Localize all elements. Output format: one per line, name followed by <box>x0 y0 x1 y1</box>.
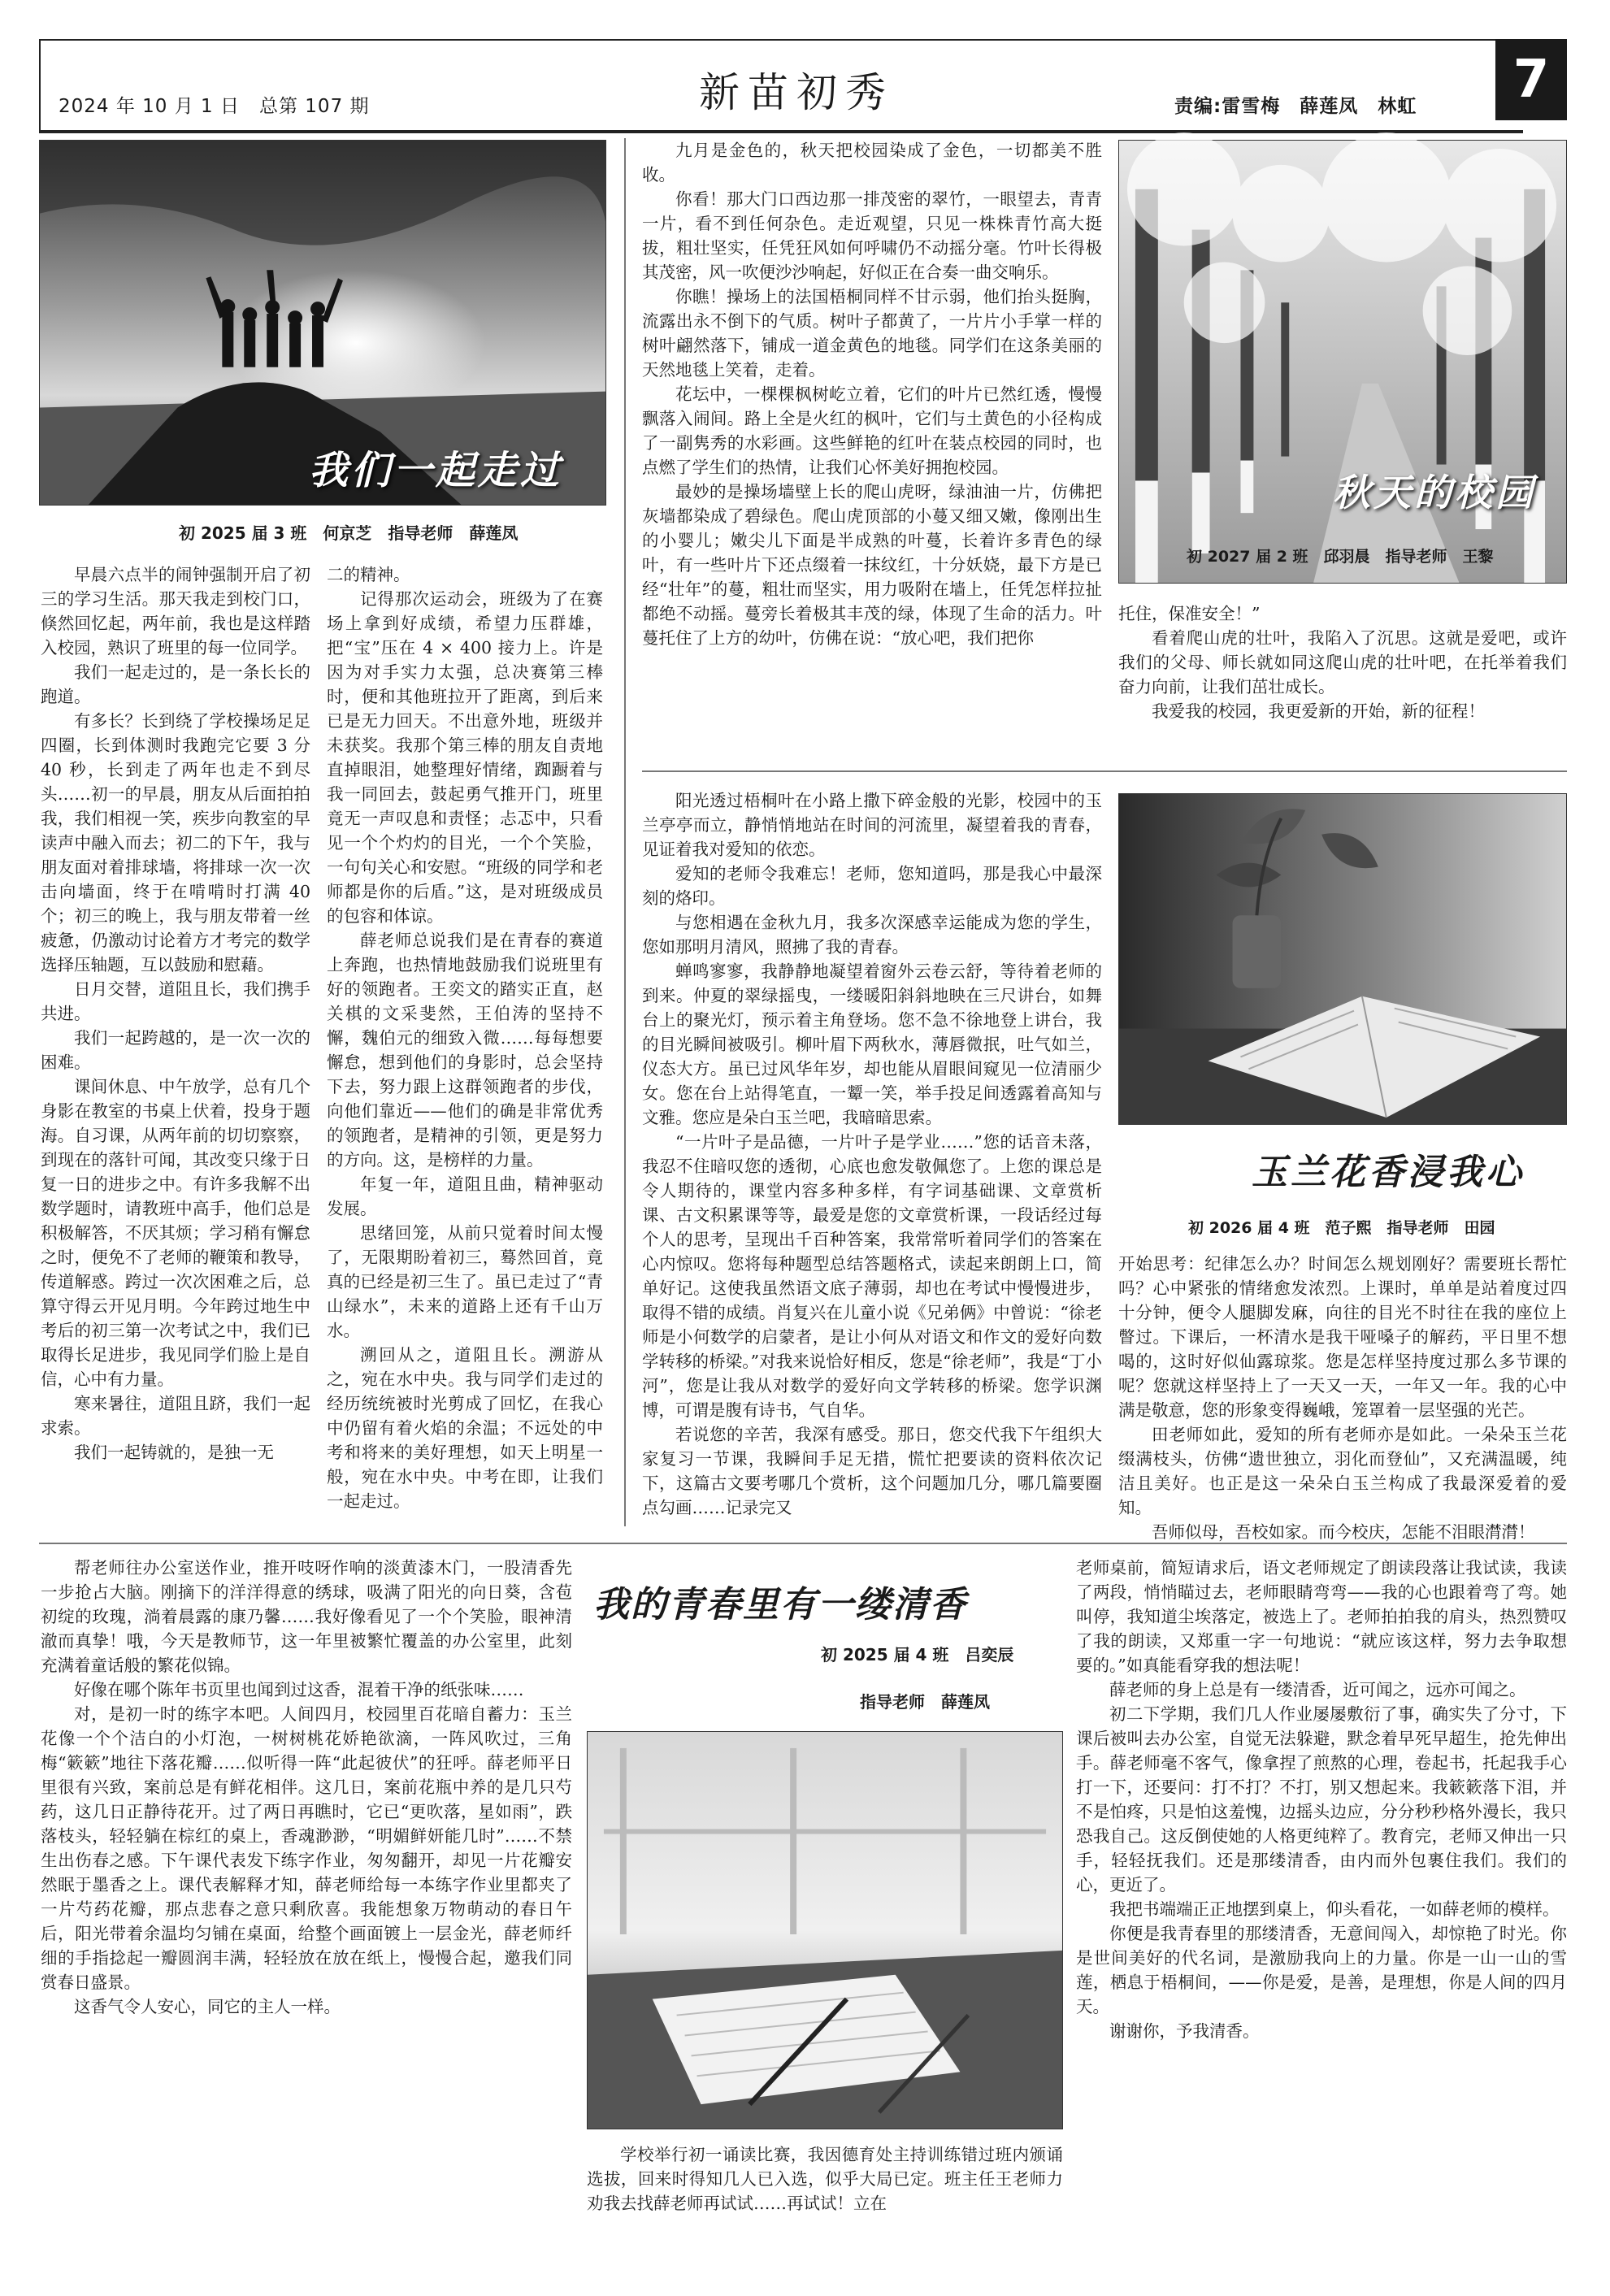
column-divider <box>624 138 626 1526</box>
article4-byline-author: 初 2025 届 4 班 吕奕辰 <box>821 1645 1014 1664</box>
article2-main-text <box>642 138 1102 749</box>
paragraph: 课间休息、中午放学，总有几个身影在教室的书桌上伏着，投身于题海。自习课，从两年前的切切察察，到现在的落针可闻，其改变只缘于日复一日的进步之中。有许多我解不出数学题时，请教班中高手，他们总是积极解答，不厌其烦；学习稍有懈怠之时，便免不了老师的鞭策和教导，传道解惑。跨过一次次困难之后，总算守得云开见月明。今年跨过地生中考后的初三第一次考试之中，我们已取得长足进步，我见同学们脸上是自信，心中有力量。 <box>41 1077 310 1389</box>
paragraph: 我把书端端正正地摆到桌上，仰头看花，一如薛老师的模样。 <box>1109 1899 1560 1919</box>
article2-side-text <box>1118 601 1567 749</box>
paragraph: 你便是我青春里的那缕清香，无意间闯入，却惊艳了时光。你是世间美好的代名词，是激励我向上的力量。你是一山一山的雪莲，栖息于梧桐间，——你是爱，是善，是理想，你是人间的四月天。 <box>1076 1924 1567 2016</box>
article1-byline: 初 2025 届 3 班 何京芝 指导老师 薛莲凤 <box>179 523 519 543</box>
section-divider-lower <box>39 1543 1567 1544</box>
paragraph: 我们一起铸就的，是独一无 <box>74 1443 274 1462</box>
article1-column-2 <box>327 562 603 1526</box>
paragraph: 溯回从之，道阻且长。溯游从之，宛在水中央。我与同学们走过的经历统统被时光剪成了回忆，在我心中仍留有着火焰的余温；不远处的中考和将来的美好理想，如天上明星一般，宛在水中央。中考在即，让我们一起走过。 <box>327 1345 603 1511</box>
paragraph: 二的精神。 <box>327 565 410 584</box>
paragraph: 与您相遇在金秋九月，我多次深感幸运能成为您的学生，您如那明月清风，照拂了我的青春。 <box>642 913 1102 957</box>
photo-desk-notebook <box>587 1731 1063 2129</box>
paragraph: 我们一起跨越的，是一次一次的困难。 <box>41 1028 310 1072</box>
masthead-top-rule <box>39 39 1523 41</box>
paragraph: 九月是金色的，秋天把校园染成了金色，一切都美不胜收。 <box>642 141 1102 184</box>
article4-title: 我的青春里有一缕清香 <box>593 1584 967 1625</box>
paragraph: 学校举行初一诵读比赛，我因德育处主持训练错过班内颁诵选拔，回来时得知几人已入选，似乎大局已定。班主任王老师力劝我去找薛老师再试试……再试试！立在 <box>587 2145 1063 2213</box>
section-divider <box>642 770 1567 772</box>
article2-photo-title: 秋天的校园 <box>1333 471 1536 514</box>
editors: 责编:雷雪梅 薛莲凤 林虹 <box>1174 96 1417 117</box>
paragraph: 有多长？长到绕了学校操场足足四圈，长到体测时我跑完它要 3 分 40 秒，长到走了两年也走不到尽头……初一的早晨，朋友从后面拍拍我，我们相视一笑，疾步向教室的早读声中融入而去；初二的下午，我与朋友面对着排球墙，将排球一次一次击向墙面，终于在啃啃时打满 40 个；初三的晚上，我与朋友带着一丝疲惫，仍激动讨论着方才考完的数学选择压轴题，互以鼓励和慰藉。 <box>41 711 310 974</box>
paragraph: 寒来暑往，道阻且跻，我们一起求索。 <box>41 1394 310 1438</box>
paragraph: 老师桌前，简短请求后，语文老师规定了朗读段落让我试读，我读了两段，悄悄瞄过去，老师眼睛弯弯——我的心也跟着弯了弯。她叫停，我知道尘埃落定，被选上了。老师拍拍我的肩头，热烈赞叹了我的朗读，又郑重一字一句地说：“就应该这样，努力去争取想要的。”如真能看穿我的想法呢！ <box>1076 1558 1567 1675</box>
paragraph: 最妙的是操场墙壁上长的爬山虎呀，绿油油一片，仿佛把灰墙都染成了碧绿色。爬山虎顶部的小蔓又细又嫩，像刚出生的小婴儿；嫩尖儿下面是半成熟的叶蔓，长着许多青色的绿叶，有一些叶片下还点缀着一抹纹红，十分妖娆，最下方是已经“壮年”的蔓，粗壮而坚实，用力吸附在墙上，任凭怎样拉扯都绝不动摇。蔓旁长着极其丰茂的绿，体现了生命的活力。叶蔓托住了上方的幼叶，仿佛在说：“放心吧，我们把你 <box>642 482 1102 648</box>
paragraph: 看着爬山虎的壮叶，我陷入了沉思。这就是爱吧，或许我们的父母、师长就如同这爬山虎的壮叶吧，在托举着我们奋力向前，让我们茁壮成长。 <box>1118 628 1567 697</box>
article4-left-text <box>41 1556 572 2277</box>
paragraph: “一片叶子是品德，一片叶子是学业……”您的话音未落，我忍不住暗叹您的透彻，心底也愈发敬佩您了。上您的课总是令人期待的，课堂内容多种多样，有字词基础课、文章赏析课、古文积累课等等，最爱是您的文章赏析课，一段话经过每个人的思考，呈现出千百种答案，我常常听着同学们的答案在心内惊叹。您将每种题型总结答题格式，读起来朗朗上口，简单好记。这使我虽然语文底子薄弱，却也在考试中慢慢进步，取得不错的成绩。肖复兴在儿童小说《兄弟俩》中曾说：“徐老师是小何数学的启蒙者，是让小何从对语文和作文的爱好向数学转移的桥梁。”对我来说恰好相反，您是“徐老师”，我是“丁小河”，您是让我从对数学的爱好向文学转移的桥梁。您学识渊博，可谓是腹有诗书，气自华。 <box>642 1132 1102 1420</box>
page-title: 新苗初秀 <box>699 69 894 116</box>
article3-side-text <box>1118 1252 1567 1542</box>
paragraph: 你瞧！操场上的法国梧桐同样不甘示弱，他们抬头挺胸，流露出永不倒下的气质。树叶子都黄了，一片片小手掌一样的树叶翩然落下，铺成一道金黄色的地毯。同学们在这条美丽的天然地毯上笑着，走着。 <box>642 287 1102 380</box>
masthead-bottom-rule <box>39 130 1523 133</box>
article3-byline: 初 2026 届 4 班 范子熙 指导老师 田园 <box>1188 1219 1495 1237</box>
photo-autumn-avenue <box>1118 140 1567 584</box>
article4-right-text <box>1076 1556 1567 2277</box>
paragraph: 早晨六点半的闹钟强制开启了初三的学习生活。那天我走到校门口，倏然回忆起，两年前，我也是这样踏入校园，熟识了班里的每一位同学。 <box>41 565 310 658</box>
paragraph: 这香气令人安心，同它的主人一样。 <box>74 1997 341 2016</box>
paragraph: 思绪回笼，从前只觉着时间太慢了，无限期盼着初三，蓦然回首，竟真的已经是初三生了。虽已走过了“青山绿水”，未来的道路上还有千山万水。 <box>327 1223 603 1340</box>
paragraph: 薛老师的身上总是有一缕清香，近可闻之，远亦可闻之。 <box>1109 1680 1526 1699</box>
paragraph: 好像在哪个陈年书页里也闻到过这香，混着干净的纸张味…… <box>74 1680 524 1699</box>
article1-column-1 <box>41 562 310 1526</box>
paragraph: 吾师似母，吾校如家。而今校庆，怎能不泪眼潸潸！ <box>1152 1522 1535 1542</box>
paragraph: 日月交替，道阻且长，我们携手共进。 <box>41 979 310 1023</box>
paragraph: 蝉鸣寥寥，我静静地凝望着窗外云卷云舒，等待着老师的到来。仲夏的翠绿摇曳，一缕暖阳斜斜地映在三尺讲台，如舞台上的聚光灯，预示着主角登场。您不急不徐地登上讲台，我的目光瞬间被吸引。柳叶眉下两秋水，薄唇微抿，吐气如兰，仪态大方。虽已过风华年岁，却也能从眉眼间窥见一位清丽少女。您在台上站得笔直，一颦一笑，举手投足间透露着高知与文雅。您应是朵白玉兰吧，我暗暗思索。 <box>642 961 1102 1127</box>
paragraph: 开始思考：纪律怎么办？时间怎么规划刚好？需要班长帮忙吗？心中紧张的情绪愈发浓烈。上课时，单单是站着度过四十分钟，便令人腿脚发麻，向往的目光不时往在我的座位上瞥过。下课后，一杯清水是我干哑嗓子的解药，平日里不想喝的，这时好似仙露琼浆。您是怎样坚持度过那么多节课的呢？您就这样坚持上了一天又一天，一年又一年。我的心中满是敬意，您的形象变得巍峨，笼罩着一层坚强的光芒。 <box>1118 1254 1567 1420</box>
article3-title: 玉兰花香浸我心 <box>1252 1152 1525 1193</box>
article4-byline-teacher: 指导老师 薛莲凤 <box>860 1692 990 1712</box>
paragraph: 阳光透过梧桐叶在小路上撒下碎金般的光影，校园中的玉兰亭亭而立，静悄悄地站在时间的河流里，凝望着我的青春，见证着我对爱知的依恋。 <box>642 791 1102 859</box>
paragraph: 帮老师往办公室送作业，推开吱呀作响的淡黄漆木门，一股清香先一步抢占大脑。刚摘下的洋洋得意的绣球，吸满了阳光的向日葵，含苞初绽的玫瑰，淌着晨露的康乃馨……我好像看见了一个个笑脸，眼神清澈而真挚！哦，今天是教师节，这一年里被繁忙覆盖的办公室里，此刻充满着童话般的繁花似锦。 <box>41 1558 572 1675</box>
paragraph: 初二下学期，我们几人作业屡屡敷衍了事，确实失了分寸，下课后被叫去办公室，自觉无法躲避，默念着早死早超生，抢先伸出手。薛老师毫不客气，像拿捏了煎熬的心理，卷起书，托起我手心打一下，还要问：打不打？不打，别又想起来。我簌簌落下泪，并不是怕疼，只是怕这羞愧，边摇头边应，分分秒秒格外漫长，我只恐我自己。这反倒使她的人格更纯粹了。教育完，老师又伸出一只手，轻轻抚我们。还是那缕清香，由内而外包裹住我们。我们的心，更近了。 <box>1076 1704 1567 1895</box>
photo-book-and-plant <box>1118 793 1567 1125</box>
paragraph: 爱知的老师令我难忘！老师，您知道吗，那是我心中最深刻的烙印。 <box>642 864 1102 908</box>
paragraph: 谢谢你，予我清香。 <box>1109 2021 1260 2041</box>
paragraph: 托住，保准安全！” <box>1118 604 1261 623</box>
photo-caption-text <box>587 2142 1063 2277</box>
paragraph: 若说您的辛苦，我深有感受。那日，您交代我下午组织大家复习一节课，我瞬间手足无措，慌忙把要读的资料依次记下，这篇古文要考哪几个赏析，这个问题加几分，哪几篇要圈点勾画……记录完又 <box>642 1425 1102 1517</box>
page-number: 7 <box>1495 39 1567 120</box>
issue-date: 2024 年 10 月 1 日 总第 107 期 <box>59 96 370 117</box>
article2-byline: 初 2027 届 2 班 邱羽晨 指导老师 王黎 <box>1187 548 1494 566</box>
article3-main-text <box>642 788 1102 1526</box>
paragraph: 我爱我的校园，我更爱新的开始，新的征程！ <box>1152 701 1485 721</box>
article1-photo-title: 我们一起走过 <box>309 448 563 493</box>
masthead-left-rule <box>39 39 41 132</box>
paragraph: 年复一年，道阻且曲，精神驱动发展。 <box>327 1174 603 1218</box>
paragraph: 记得那次运动会，班级为了在赛场上拿到好成绩，希望力压群雄，把“宝”压在 4 × 400 接力上。许是因为对手实力太强，总决赛第三棒时，便和其他班拉开了距离，到后来已是无力回天。不出意外地，班级并未获奖。我那个第三棒的朋友自责地直掉眼泪，她整理好情绪，踟蹰着与我一同回去，鼓起勇气推开门，班里竟无一声叹息和责怪；忐忑中，只看见一个个灼灼的目光，一个个笑脸，一句句关心和安慰。“班级的同学和老师都是你的后盾。”这，是对班级成员的包容和体谅。 <box>327 589 603 926</box>
paragraph: 薛老师总说我们是在青春的赛道上奔跑，也热情地鼓励我们说班里有好的领跑者。王奕文的踏实正直，赵关棋的文采斐然，王伯涛的坚持不懈，魏伯元的细致入微……每每想要懈怠，想到他们的身影时，总会坚持下去，努力跟上这群领跑者的步伐，向他们靠近——他们的确是非常优秀的领跑者，是精神的引领，更是努力的方向。这，是榜样的力量。 <box>327 931 603 1170</box>
paragraph: 我们一起走过的，是一条长长的跑道。 <box>41 662 310 706</box>
paragraph: 花坛中，一棵棵枫树屹立着，它们的叶片已然红透，慢慢飘落入闹间。路上全是火红的枫叶，它们与土黄色的小径构成了一副隽秀的水彩画。这些鲜艳的红叶在装点校园的同时，也点燃了学生们的热情，让我们心怀美好拥抱校园。 <box>642 384 1102 477</box>
paragraph: 田老师如此，爱知的所有老师亦是如此。一朵朵玉兰花缀满枝头，仿佛“遗世独立，羽化而登仙”，又充满温暖，纯洁且美好。也正是这一朵朵白玉兰构成了我最深爱着的爱知。 <box>1118 1425 1567 1517</box>
paragraph: 对，是初一时的练字本吧。人间四月，校园里百花暗自蓄力：玉兰花像一个个洁白的小灯泡，一树树桃花娇艳欲滴，一阵风吹过，三角梅“簌簌”地往下落花瓣……似听得一阵“此起彼伏”的狂呼。薛老师平日里很有兴致，案前总是有鲜花相伴。这几日，案前花瓶中养的是几只芍药，这几日正静待花开。过了两日再瞧时，它已“更吹落，星如雨”，跌落枝头，轻轻躺在棕红的桌上，香魂渺渺，“明媚鲜妍能几时”……不禁生出伤春之感。下午课代表发下练字作业，匆匆翻开，却见一片花瓣安然眠于墨香之上。课代表解释才知，薛老师给每一本练字作业里都夹了一片芍药花瓣，那点悲春之意只剩欣喜。我能想象万物萌动的春日午后，阳光带着余温均匀铺在桌面，给整个画面镀上一层金光，薛老师纤细的手指捻起一瓣圆润丰满，轻轻放在放在纸上，慢慢合起，邀我们同赏春日盛景。 <box>41 1704 572 1992</box>
paragraph: 你看！那大门口西边那一排茂密的翠竹，一眼望去，青青一片，看不到任何杂色。走近观望，只见一株株青竹高大挺拔，粗壮坚实，任凭狂风如何呼啸仍不动摇分毫。竹叶长得极其茂密，风一吹便沙沙响起，好似正在合奏一曲交响乐。 <box>642 189 1102 282</box>
